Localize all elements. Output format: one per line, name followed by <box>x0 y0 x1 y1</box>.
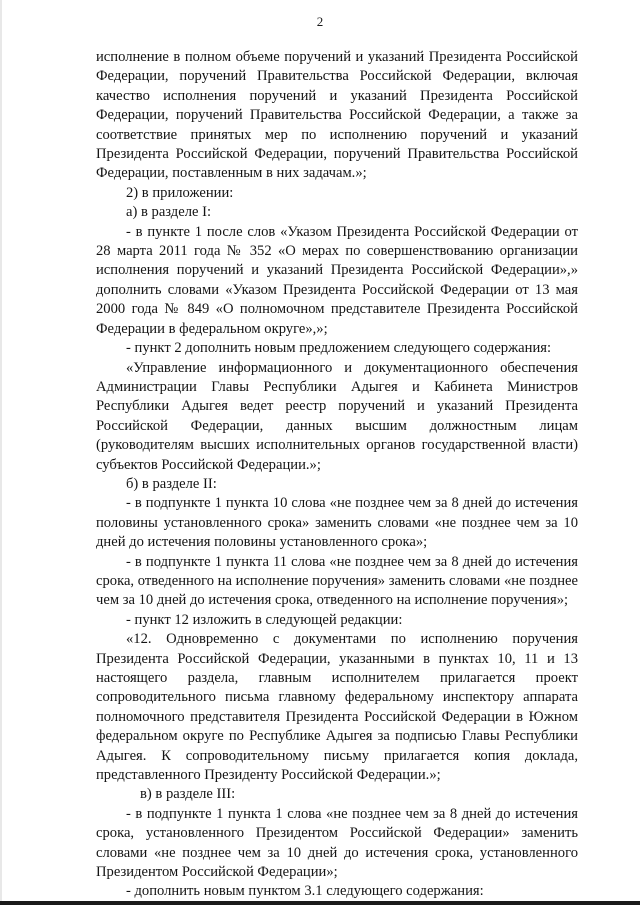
paragraph-continuation: исполнение в полном объеме поручений и указаний Президента Российской Федерации, поручений Правительства Российской Федерации, включая качество исполнения поручений и указаний Президента Российской Федерации, поручений Правительства Российской Федерации, а также за соответствие принятых мер по исполнению поручений и указаний Президента Российской Федерации, поручений Правительства Российской Федерации, поставленным в них задачам.»; <box>96 49 578 182</box>
paragraph-section-3-point-1: - в подпункте 1 пункта 1 слова «не позднее чем за 8 дней до истечения срока, установленного Президентом Российской Федерации» заменить словами «не позднее чем за 10 дней до истечения срока, установленного Президентом Российской Федерации»; <box>96 805 578 881</box>
paragraph-point-11-amendment: - в подпункте 1 пункта 11 слова «не позднее чем за 8 дней до истечения срока, отведенного на исполнение поручения» заменить словами «не позднее чем за 10 дней до истечения срока, отведенного на исполнение поручения»; <box>96 553 578 609</box>
paragraph-point-3-1-intro: - дополнить новым пунктом 3.1 следующего содержания: <box>126 883 484 900</box>
scan-edge-bottom <box>0 901 640 905</box>
paragraph-item-2: 2) в приложении: <box>126 184 234 201</box>
paragraph-subitem-v: в) в разделе III: <box>140 786 236 803</box>
paragraph-subitem-b: б) в разделе II: <box>126 475 217 492</box>
page-number: 2 <box>316 14 324 29</box>
document-body <box>96 48 578 902</box>
scan-shadow-left <box>0 0 2 905</box>
paragraph-point-2-amendment: - пункт 2 дополнить новым предложением следующего содержания: <box>126 340 552 357</box>
paragraph-quoted-point-12: «12. Одновременно с документами по исполнению поручения Президента Российской Федерации, указанными в пунктах 10, 11 и 13 настоящего раздела, главным исполнителем прилагается проект сопроводительного письма главному федеральному инспектору аппарата полномочного представителя Президента Российской Федерации в Южном федеральном округе по Республике Адыгея за подписью Главы Республики Адыгея. К сопроводительному письму прилагается копия доклада, представленного Президенту Российской Федерации.»; <box>96 631 578 784</box>
paragraph-point-1-amendment: - в пункте 1 после слов «Указом Президента Российской Федерации от 28 марта 2011 года № 352 «О мерах по совершенствованию организации исполнения поручений и указаний Президента Российской Федерации»,» дополнить словами «Указом Президента Российской Федерации от 13 мая 2000 года № 849 «О полномочном представителе Президента Российской Федерации в федеральном округе»,»; <box>96 223 578 337</box>
paragraph-point-12-intro: - пункт 12 изложить в следующей редакции: <box>126 611 403 628</box>
paragraph-quoted-registry: «Управление информационного и документационного обеспечения Администрации Главы Республики Адыгея и Кабинета Министров Республики Адыгея ведет реестр поручений и указаний Президента Российской Федерации, данных высшим должностным лицам (руководителям высших исполнительных органов государственной власти) субъектов Российской Федерации.»; <box>96 359 578 473</box>
paragraph-subitem-a: а) в разделе I: <box>126 204 212 221</box>
paragraph-point-10-amendment: - в подпункте 1 пункта 10 слова «не позднее чем за 8 дней до истечения половины установленного срока» заменить словами «не позднее чем за 10 дней до истечения половины установленного срока»; <box>96 495 578 551</box>
